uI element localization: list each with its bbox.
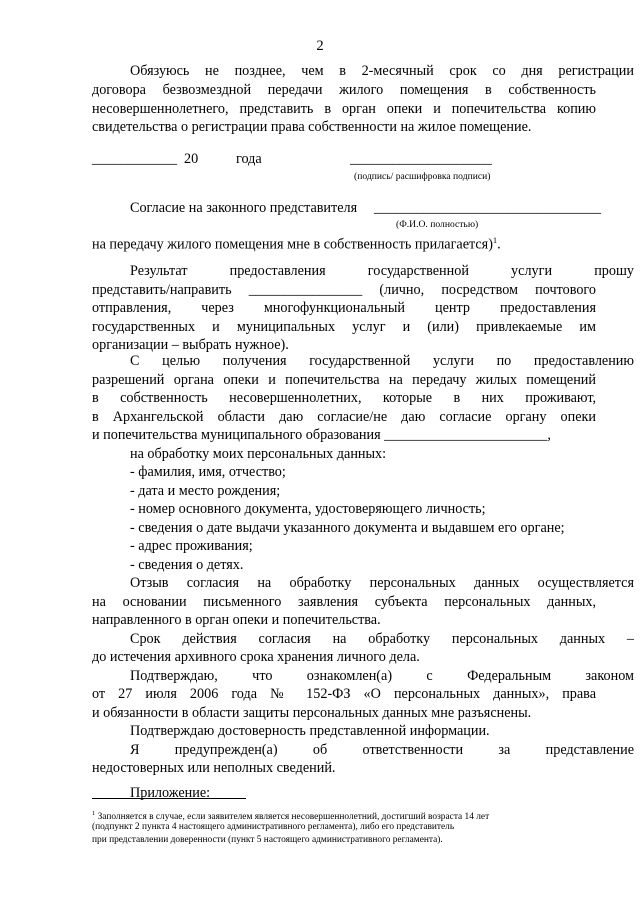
signature-caption: (подпись/ расшифровка подписи) [354, 171, 491, 182]
year-word: года [236, 151, 262, 167]
paragraph-line: Отзыв согласия на обработку персональных данных осуществляется [130, 575, 634, 591]
paragraph-line: несовершеннолетнего, представить в орган опеки и попечительства копию [92, 101, 596, 117]
list-item: - фамилия, имя, отчество; [130, 464, 286, 480]
paragraph-line: в Архангельской области даю согласие/не даю согласие органу опеки [92, 409, 596, 425]
year-prefix: 20 [184, 151, 199, 167]
paragraph-line: С целью получения государственной услуги по предоставлению [130, 353, 634, 369]
footnote-ref: 1 [492, 235, 498, 245]
footnote-separator [92, 798, 246, 799]
paragraph-line: направленного в орган опеки и попечительства. [92, 612, 381, 628]
footnote-line: при представлении доверенности (пункт 5 настоящего административного регламента). [92, 835, 443, 845]
paragraph-line: недостоверных или неполных сведений. [92, 760, 336, 776]
paragraph-line: государственных и муниципальных услуг и (или) привлекаемые им [92, 319, 596, 335]
paragraph-line: на основании письменного заявления субъекта персональных данных, [92, 594, 596, 610]
list-item: - адрес проживания; [130, 538, 253, 554]
list-item: - сведения о дате выдачи указанного документа и выдавшем его органе; [130, 520, 565, 536]
paragraph-line: на обработку моих персональных данных: [130, 446, 387, 462]
paragraph-line: и попечительства муниципального образования _______________________, [92, 427, 551, 443]
paragraph-line: Я предупрежден(а) об ответственности за представление [130, 742, 634, 758]
paragraph-line: отправления, через многофункциональный центр предоставления [92, 300, 596, 316]
paragraph-line: Результат предоставления государственной услуги прошу [130, 263, 634, 279]
list-item: - номер основного документа, удостоверяющего личность; [130, 501, 486, 517]
list-item: - сведения о детях. [130, 557, 244, 573]
representative-text: на передачу жилого помещения мне в собственность прилагается) [92, 236, 493, 253]
paragraph-line: свидетельства о регистрации права собственности на жилое помещение. [92, 119, 532, 135]
page-number: 2 [316, 38, 324, 54]
paragraph-line: разрешений органа опеки и попечительства на передачу жилых помещений [92, 372, 596, 388]
representative-line-end: . [497, 236, 501, 253]
representative-caption: (Ф.И.О. полностью) [396, 219, 479, 230]
paragraph-line: от 27 июля 2006 года № 152-ФЗ «О персональных данных», права [92, 686, 596, 702]
representative-name-blank[interactable]: ________________________________ [374, 200, 601, 216]
representative-line2 [92, 231, 596, 254]
list-item: - дата и место рождения; [130, 483, 281, 499]
paragraph-line: представить/направить ________________ (лично, посредством почтового [92, 282, 596, 298]
paragraph-line: до истечения архивного срока хранения личного дела. [92, 649, 420, 665]
footnote-text: Заполняется в случае, если заявителем является несовершеннолетний, достигший возраста 14 лет [95, 812, 490, 823]
footnote-mark: 1 [92, 810, 96, 817]
signature-blank[interactable]: ____________________ [350, 151, 492, 167]
paragraph-line: организации – выбрать нужное). [92, 337, 289, 353]
paragraph-line: Срок действия согласия на обработку персональных данных – [130, 631, 634, 647]
paragraph-line: Обязуюсь не позднее, чем в 2-месячный срок со дня регистрации [130, 63, 634, 79]
paragraph-line: и обязанности в области защиты персональных данных мне разъяснены. [92, 705, 532, 721]
representative-label: Согласие на законного представителя [130, 200, 358, 216]
date-blank[interactable]: ____________ [92, 151, 178, 167]
paragraph-line: договора безвозмездной передачи жилого помещения в собственность [92, 82, 596, 98]
attachment-label: Приложение: [130, 785, 211, 801]
confirm-info-paragraph: Подтверждаю достоверность представленной информации. [130, 723, 490, 739]
paragraph-line: Подтверждаю, что ознакомлен(а) с Федеральным законом [130, 668, 634, 684]
paragraph-line: в собственность несовершеннолетних, которые в них проживают, [92, 390, 596, 406]
footnote-line: (подпункт 2 пункта 4 настоящего административного регламента), либо его представитель [92, 822, 455, 832]
